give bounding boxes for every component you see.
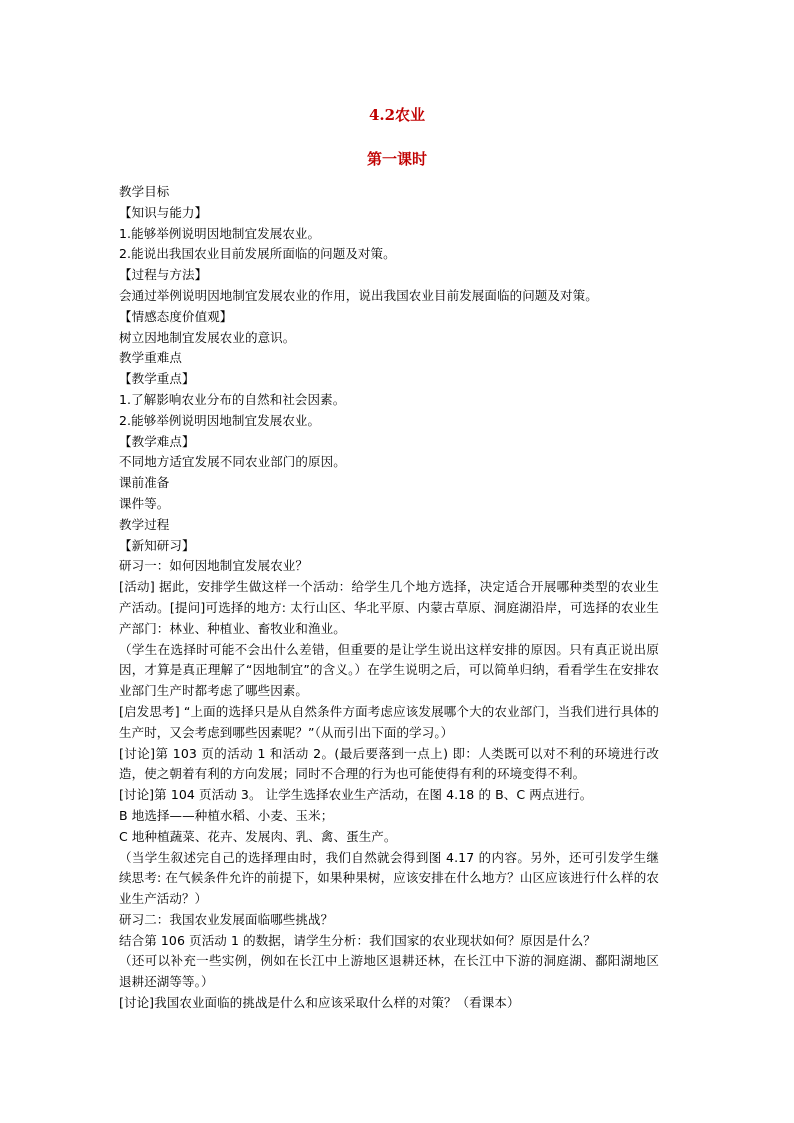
- list-item: 1.能够举例说明因地制宜发展农业。: [119, 225, 321, 241]
- study-heading: 研习二：我国农业发展面临哪些挑战？: [119, 911, 334, 927]
- paragraph: 树立因地制宜发展农业的意识。: [119, 329, 296, 345]
- section-heading: 教学目标: [119, 184, 170, 199]
- subsection-heading: 【新知研习】: [119, 537, 195, 553]
- paragraph: 课件等。: [119, 495, 170, 511]
- paragraph: B 地选择——种植水稻、小麦、玉米；: [119, 807, 334, 823]
- list-item: 2.能够举例说明因地制宜发展农业。: [119, 412, 321, 428]
- section-heading: 教学过程: [119, 516, 170, 532]
- lesson-subtitle: 第一课时: [366, 150, 427, 168]
- paragraph: [讨论]第 104 页活动 3。 让学生选择农业生产活动，在图 4.18 的 B、C 两点进行。: [119, 787, 593, 803]
- paragraph: （还可以补充一些实例，例如在长江中上游地区退耕还林，在长江中下游的洞庭湖、鄱阳湖地区退耕还湖等等。）: [119, 953, 659, 990]
- paragraph: C 地种植蔬菜、花卉、发展肉、乳、禽、蛋生产。: [119, 828, 397, 844]
- paragraph: 结合第 106 页活动 1 的数据，请学生分析：我们国家的农业现状如何？原因是什么？: [119, 932, 596, 948]
- subsection-heading: 【教学难点】: [119, 433, 195, 449]
- paragraph: （当学生叙述完自己的选择理由时，我们自然就会得到图 4.17 的内容。另外，还可引发学生继续思考: 在气候条件允许的前提下，如果种果树，应该安排在什么地方？山区应该进行什么样的农业生产活动？）: [119, 849, 659, 907]
- section-heading: 教学重难点: [119, 350, 183, 366]
- paragraph: [讨论]我国农业面临的挑战是什么和应该采取什么样的对策？（看课本）: [119, 995, 520, 1011]
- document-body: [119, 182, 659, 1014]
- list-item: 1.了解影响农业分布的自然和社会因素。: [119, 391, 346, 407]
- list-item: 2.能说出我国农业目前发展所面临的问题及对策。: [119, 246, 396, 262]
- document-title: 4.2农业: [368, 106, 426, 124]
- paragraph: [启发思考] “上面的选择只是从自然条件方面考虑应该发展哪个大的农业部门，当我们进行具体的生产时，又会考虑到哪些因素呢？”（从而引出下面的学习。）: [119, 703, 659, 740]
- subsection-heading: 【知识与能力】: [119, 204, 208, 220]
- paragraph: [讨论]第 103 页的活动 1 和活动 2。(最后要落到一点上) 即：人类既可以对不利的环境进行改造，使之朝着有利的方向发展；同时不合理的行为也可能使得有利的环境变得不利。: [119, 745, 659, 782]
- subsection-heading: 【教学重点】: [119, 371, 195, 387]
- paragraph: 不同地方适宜发展不同农业部门的原因。: [119, 454, 346, 470]
- subsection-heading: 【过程与方法】: [119, 267, 208, 283]
- paragraph: （学生在选择时可能不会出什么差错，但重要的是让学生说出这样安排的原因。只有真正说出原因，才算是真正理解了“因地制宜”的含义。）在学生说明之后，可以简单归纳，看看学生在安排农业部门生产时都考虑了哪些因素。: [119, 641, 659, 699]
- paragraph: [活动] 据此，安排学生做这样一个活动：给学生几个地方选择，决定适合开展哪种类型的农业生产活动。[提问]可选择的地方: 太行山区、华北平原、内蒙古草原、洞庭湖沿岸，可选择的农业生产部门：林业、种植业、畜牧业和渔业。: [119, 579, 659, 636]
- section-heading: 课前准备: [119, 475, 170, 491]
- study-heading: 研习一：如何因地制宜发展农业？: [119, 558, 309, 574]
- subsection-heading: 【情感态度价值观】: [119, 308, 233, 324]
- paragraph: 会通过举例说明因地制宜发展农业的作用，说出我国农业目前发展面临的问题及对策。: [119, 287, 598, 303]
